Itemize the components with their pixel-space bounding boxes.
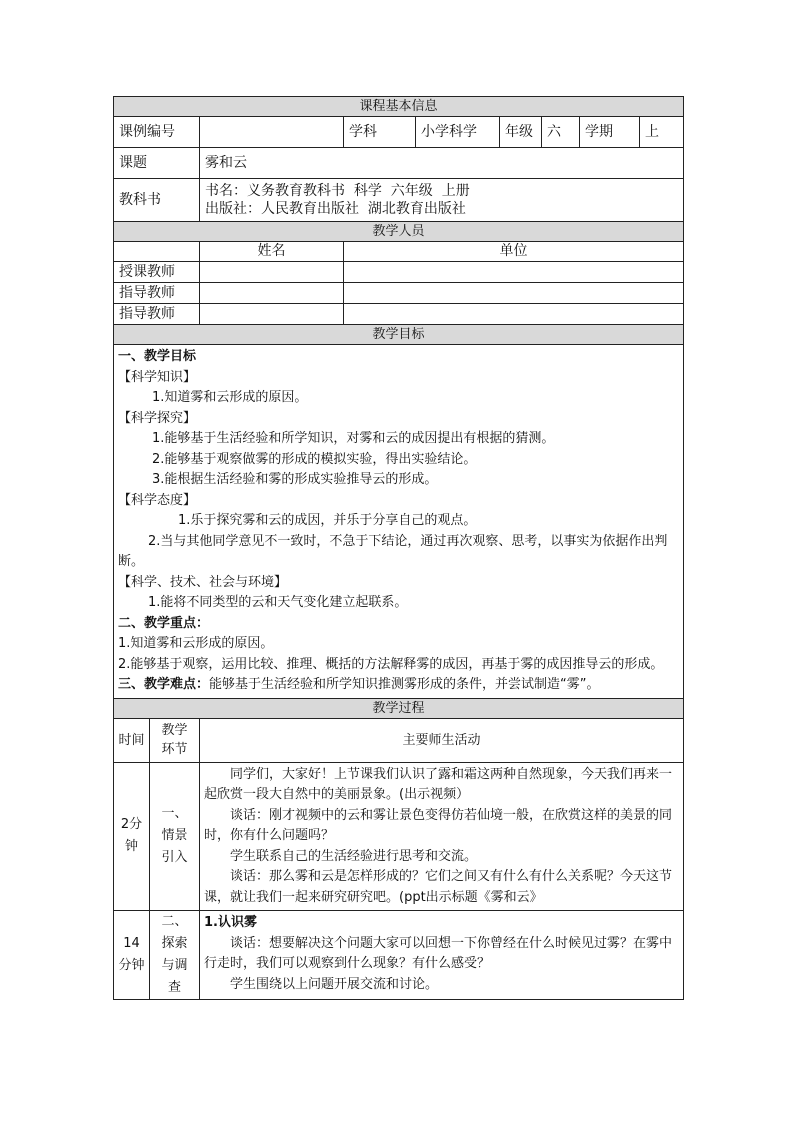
section-header-staff: 教学人员 [114, 222, 684, 242]
staff-role: 指导教师 [114, 283, 200, 304]
difficulty-text: 能够基于生活经验和所学知识推测雾形成的条件，并尝试制造“雾”。 [209, 677, 600, 692]
activity-paragraph: 谈话：想要解决这个问题大家可以回想一下你曾经在什么时候见过雾？在雾中行走时，我们可以观察到什么现象？有什么感受？ [204, 935, 673, 971]
staff-unit [344, 283, 684, 304]
lesson-plan-table [113, 96, 684, 1000]
attitude-title: 【科学态度】 [118, 492, 197, 508]
staff-role: 授课教师 [114, 262, 200, 283]
col-stage: 教学环节 [150, 718, 200, 762]
col-name: 姓名 [200, 242, 344, 262]
key-point-item: 2.能够基于观察，运用比较、推理、概括的方法解释雾的成因，再基于雾的成因推导云的形成。 [118, 656, 664, 672]
key-points-title: 二、教学重点： [118, 615, 210, 631]
section-header-basic: 课程基本信息 [114, 97, 684, 117]
label-topic: 课题 [114, 148, 200, 179]
staff-name [200, 283, 344, 304]
label-term: 学期 [580, 117, 640, 148]
staff-name [200, 262, 344, 283]
process-activity [200, 762, 684, 911]
value-subject: 小学科学 [416, 117, 500, 148]
label-textbook: 教科书 [114, 179, 200, 222]
objectives-body [114, 345, 684, 699]
label-subject: 学科 [344, 117, 416, 148]
col-activity: 主要师生活动 [200, 718, 684, 762]
difficulty-title: 三、教学难点： [118, 677, 210, 692]
activity-paragraph: 同学们，大家好！上节课我们认识了露和霜这两种自然现象，今天我们再来一起欣赏一段大自然中的美丽景象。(出示视频） [204, 766, 673, 802]
staff-unit [344, 262, 684, 283]
value-term: 上 [640, 117, 684, 148]
label-case-no: 课例编号 [114, 117, 200, 148]
value-topic: 雾和云 [200, 148, 684, 179]
inquiry-item: 1.能够基于生活经验和所学知识，对雾和云的成因提出有根据的猜测。 [152, 431, 555, 446]
value-grade: 六 [542, 117, 580, 148]
activity-heading: 1.认识雾 [204, 915, 257, 930]
activity-paragraph: 谈话：刚才视频中的云和雾让景色变得仿若仙境一般，在欣赏这样的美景的同时，你有什么问题吗？ [204, 807, 673, 843]
col-time: 时间 [114, 718, 150, 762]
attitude-item: 2.当与其他同学意见不一致时，不急于下结论，通过再次观察、思考，以事实为依据作出判断。 [118, 533, 668, 569]
sts-title: 【科学、技术、社会与环境】 [118, 574, 288, 590]
textbook-name: 书名：义务教育教科书 科学 六年级 上册 [205, 183, 470, 199]
process-activity [200, 911, 684, 1000]
knowledge-title: 【科学知识】 [118, 369, 197, 385]
staff-corner [114, 242, 200, 262]
process-stage: 一、情景引入 [150, 762, 200, 911]
sts-item: 1.能将不同类型的云和天气变化建立起联系。 [148, 595, 408, 610]
knowledge-item: 1.知道雾和云形成的原因。 [152, 390, 308, 405]
value-case-no [200, 117, 344, 148]
inquiry-item: 3.能根据生活经验和雾的形成实验推导云的形成。 [152, 472, 438, 487]
objectives-heading: 一、教学目标 [118, 349, 197, 364]
col-unit: 单位 [344, 242, 684, 262]
process-time: 2分钟 [114, 762, 150, 911]
difficulty [118, 675, 679, 696]
key-point-item: 1.知道雾和云形成的原因。 [118, 636, 274, 651]
activity-paragraph: 学生联系自己的生活经验进行思考和交流。 [230, 848, 478, 864]
lesson-plan-document [113, 96, 683, 1000]
textbook-publisher: 出版社：人民教育出版社 湖北教育出版社 [205, 201, 466, 217]
process-stage: 二、探索与调查 [150, 911, 200, 1000]
value-textbook [200, 179, 684, 222]
activity-paragraph: 谈话：那么雾和云是怎样形成的？它们之间又有什么有什么关系呢？今天这节课，就让我们一起来研究研究吧。(ppt出示标题《雾和云》 [204, 869, 673, 905]
staff-role: 指导教师 [114, 304, 200, 325]
attitude-item: 1.乐于探究雾和云的成因，并乐于分享自己的观点。 [178, 513, 477, 528]
section-header-objectives: 教学目标 [114, 325, 684, 345]
inquiry-title: 【科学探究】 [118, 410, 197, 426]
process-time: 14分钟 [114, 911, 150, 1000]
staff-name [200, 304, 344, 325]
activity-paragraph: 学生围绕以上问题开展交流和讨论。 [230, 976, 439, 992]
inquiry-item: 2.能够基于观察做雾的形成的模拟实验，得出实验结论。 [152, 451, 477, 467]
staff-unit [344, 304, 684, 325]
label-grade: 年级 [500, 117, 542, 148]
section-header-process: 教学过程 [114, 698, 684, 718]
